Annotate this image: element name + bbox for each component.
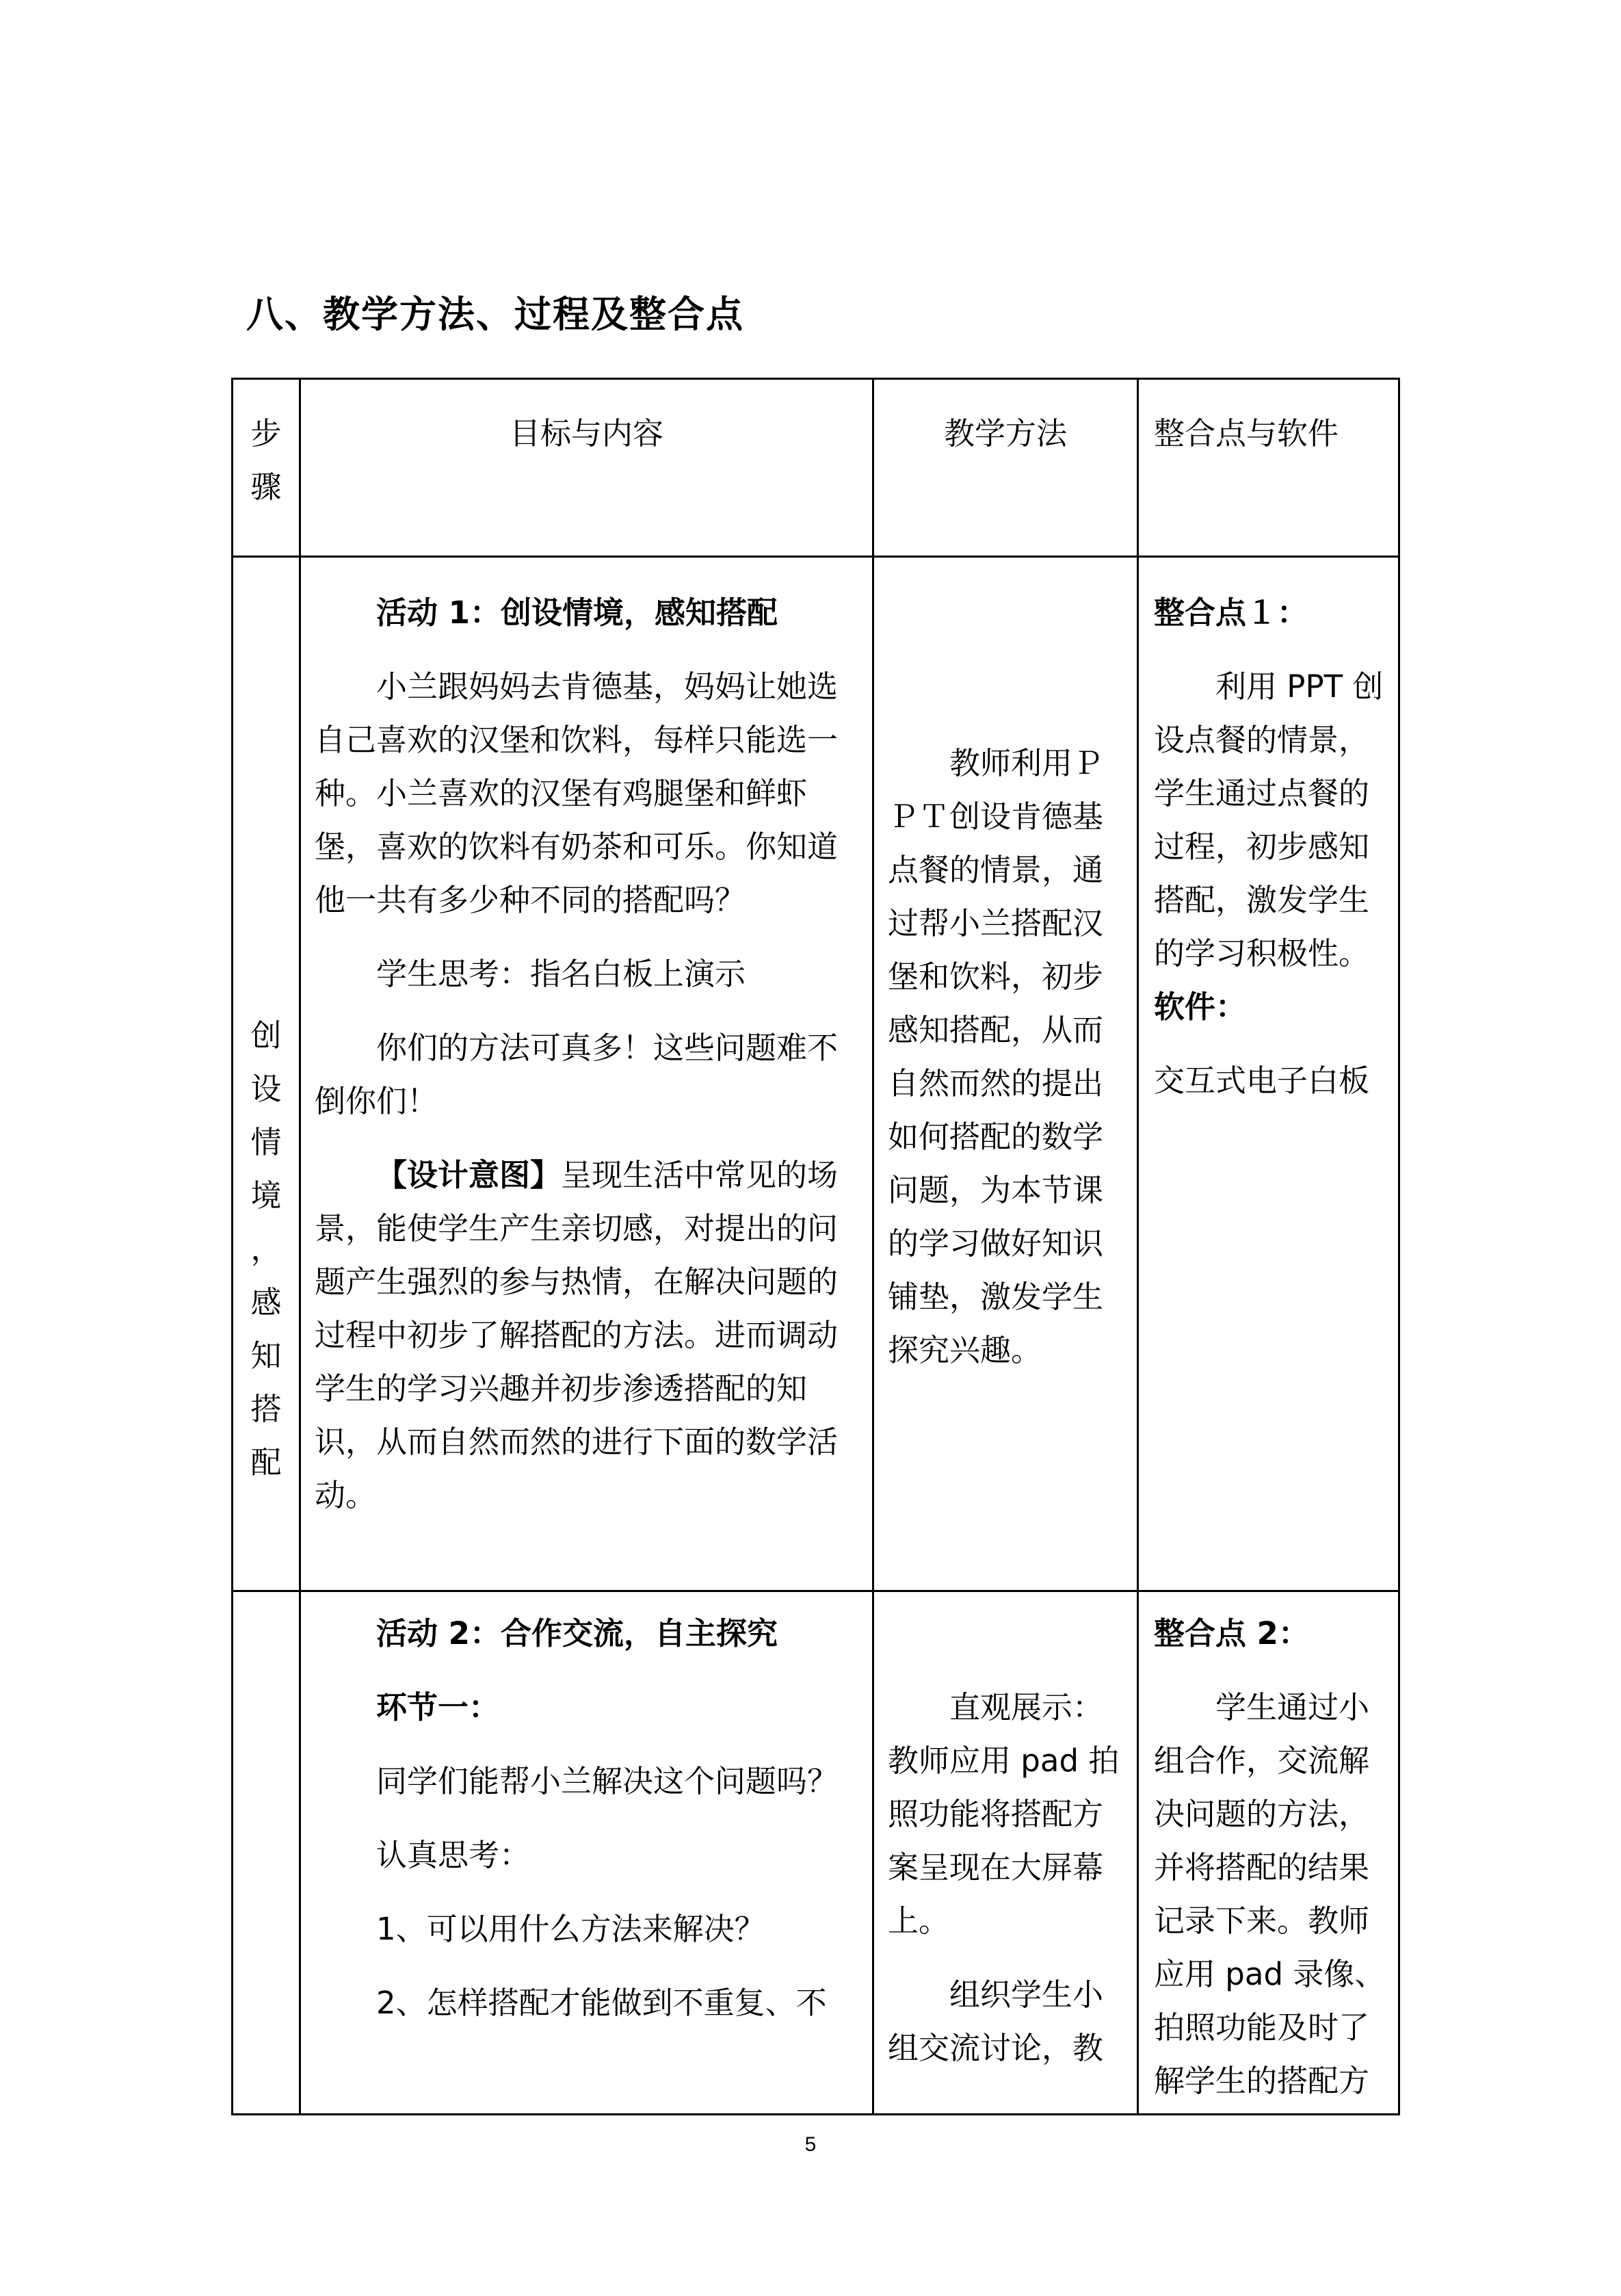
- header-method: 教学方法: [873, 379, 1138, 557]
- section-title: 八、教学方法、过程及整合点: [246, 293, 744, 336]
- row1-step: [233, 557, 300, 1591]
- activity1-para1: 小兰跟妈妈去肯德基，妈妈让她选自己喜欢的汉堡和饮料，每样只能选一种。小兰喜欢的汉堡有鸡腿堡和鲜虾堡，喜欢的饮料有奶茶和可乐。你知道他一共有多少种不同的搭配吗？: [315, 668, 839, 918]
- method2-para1: 直观展示：教师应用 pad 拍照功能将搭配方案呈现在大屏幕上。: [888, 1689, 1120, 1939]
- table-row: [233, 1591, 1399, 2115]
- design-intent: [315, 1149, 860, 1522]
- activity2-para2: 认真思考：: [376, 1837, 531, 1873]
- integration2-text: 学生通过小组合作，交流解决问题的方法，并将搭配的结果记录下来。教师应用 pad 录像、拍照功能及时了解学生的搭配方: [1154, 1689, 1386, 2099]
- activity1-para2: 学生思考：指名白板上演示: [376, 956, 746, 992]
- table-header-row: [233, 379, 1399, 557]
- step-char: ，: [250, 1231, 282, 1267]
- header-integration: 整合点与软件: [1138, 379, 1399, 557]
- row1-step-vertical: [233, 558, 299, 1489]
- activity2-para1: 同学们能帮小兰解决这个问题吗？: [376, 1763, 839, 1799]
- step-char: 配: [250, 1444, 282, 1480]
- activity2-link: 环节一：: [376, 1689, 500, 1725]
- software-text: 交互式电子白板: [1154, 1062, 1370, 1099]
- activity2-item2: 2、怎样搭配才能做到不重复、不: [376, 1985, 827, 2021]
- header-content: 目标与内容: [300, 379, 873, 557]
- teaching-process-table: [231, 378, 1400, 2115]
- page-number: 5: [804, 2133, 817, 2156]
- row1-integration: [1138, 557, 1399, 1591]
- software-label: 软件：: [1154, 989, 1247, 1025]
- method2-para2: 组织学生小组交流讨论，教: [888, 1977, 1104, 2066]
- step-char: 情: [250, 1124, 282, 1160]
- step-char: 设: [250, 1071, 282, 1107]
- row2-content: [300, 1591, 873, 2115]
- header-step: [233, 379, 300, 557]
- header-step-char: 骤: [250, 469, 282, 505]
- activity1-title: 活动 1：创设情境，感知搭配: [376, 595, 778, 631]
- row2-integration: [1138, 1591, 1399, 2115]
- row1-method: [873, 557, 1138, 1591]
- header-step-char: 步: [250, 415, 282, 452]
- row2-step: [233, 1591, 300, 2115]
- step-char: 搭: [250, 1391, 282, 1427]
- activity2-item1: 1、可以用什么方法来解决？: [376, 1911, 765, 1947]
- step-char: 感: [250, 1284, 282, 1320]
- step-char: 创: [250, 1017, 282, 1054]
- row2-method: [873, 1591, 1138, 2115]
- activity2-title: 活动 2：合作交流，自主探究: [376, 1615, 778, 1652]
- row1-content: [300, 557, 873, 1591]
- activity1-para3: 你们的方法可真多！这些问题难不倒你们！: [315, 1030, 839, 1119]
- step-char: 境: [250, 1177, 282, 1214]
- design-intent-label: 【设计意图】: [376, 1157, 562, 1193]
- design-intent-text: 呈现生活中常见的场景，能使学生产生亲切感，对提出的问题产生强烈的参与热情，在解决问题的过程中初步了解搭配的方法。进而调动学生的学习兴趣并初步渗透搭配的知识，从而自然而然的进行下面的数学活动。: [315, 1157, 839, 1513]
- integration2-label: 整合点 2：: [1154, 1615, 1309, 1652]
- integration1-label: 整合点１：: [1154, 595, 1308, 631]
- step-char: 知: [250, 1338, 282, 1374]
- integration1-text: 利用 PPT 创设点餐的情景，学生通过点餐的过程，初步感知搭配，激发学生的学习积极性。: [1154, 668, 1384, 971]
- method1-text: 教师利用ＰＰＴ创设肯德基点餐的情景，通过帮小兰搭配汉堡和饮料，初步感知搭配，从而自然而然的提出如何搭配的数学问题，为本节课的学习做好知识铺垫，激发学生探究兴趣。: [888, 745, 1104, 1368]
- table-row: [233, 557, 1399, 1591]
